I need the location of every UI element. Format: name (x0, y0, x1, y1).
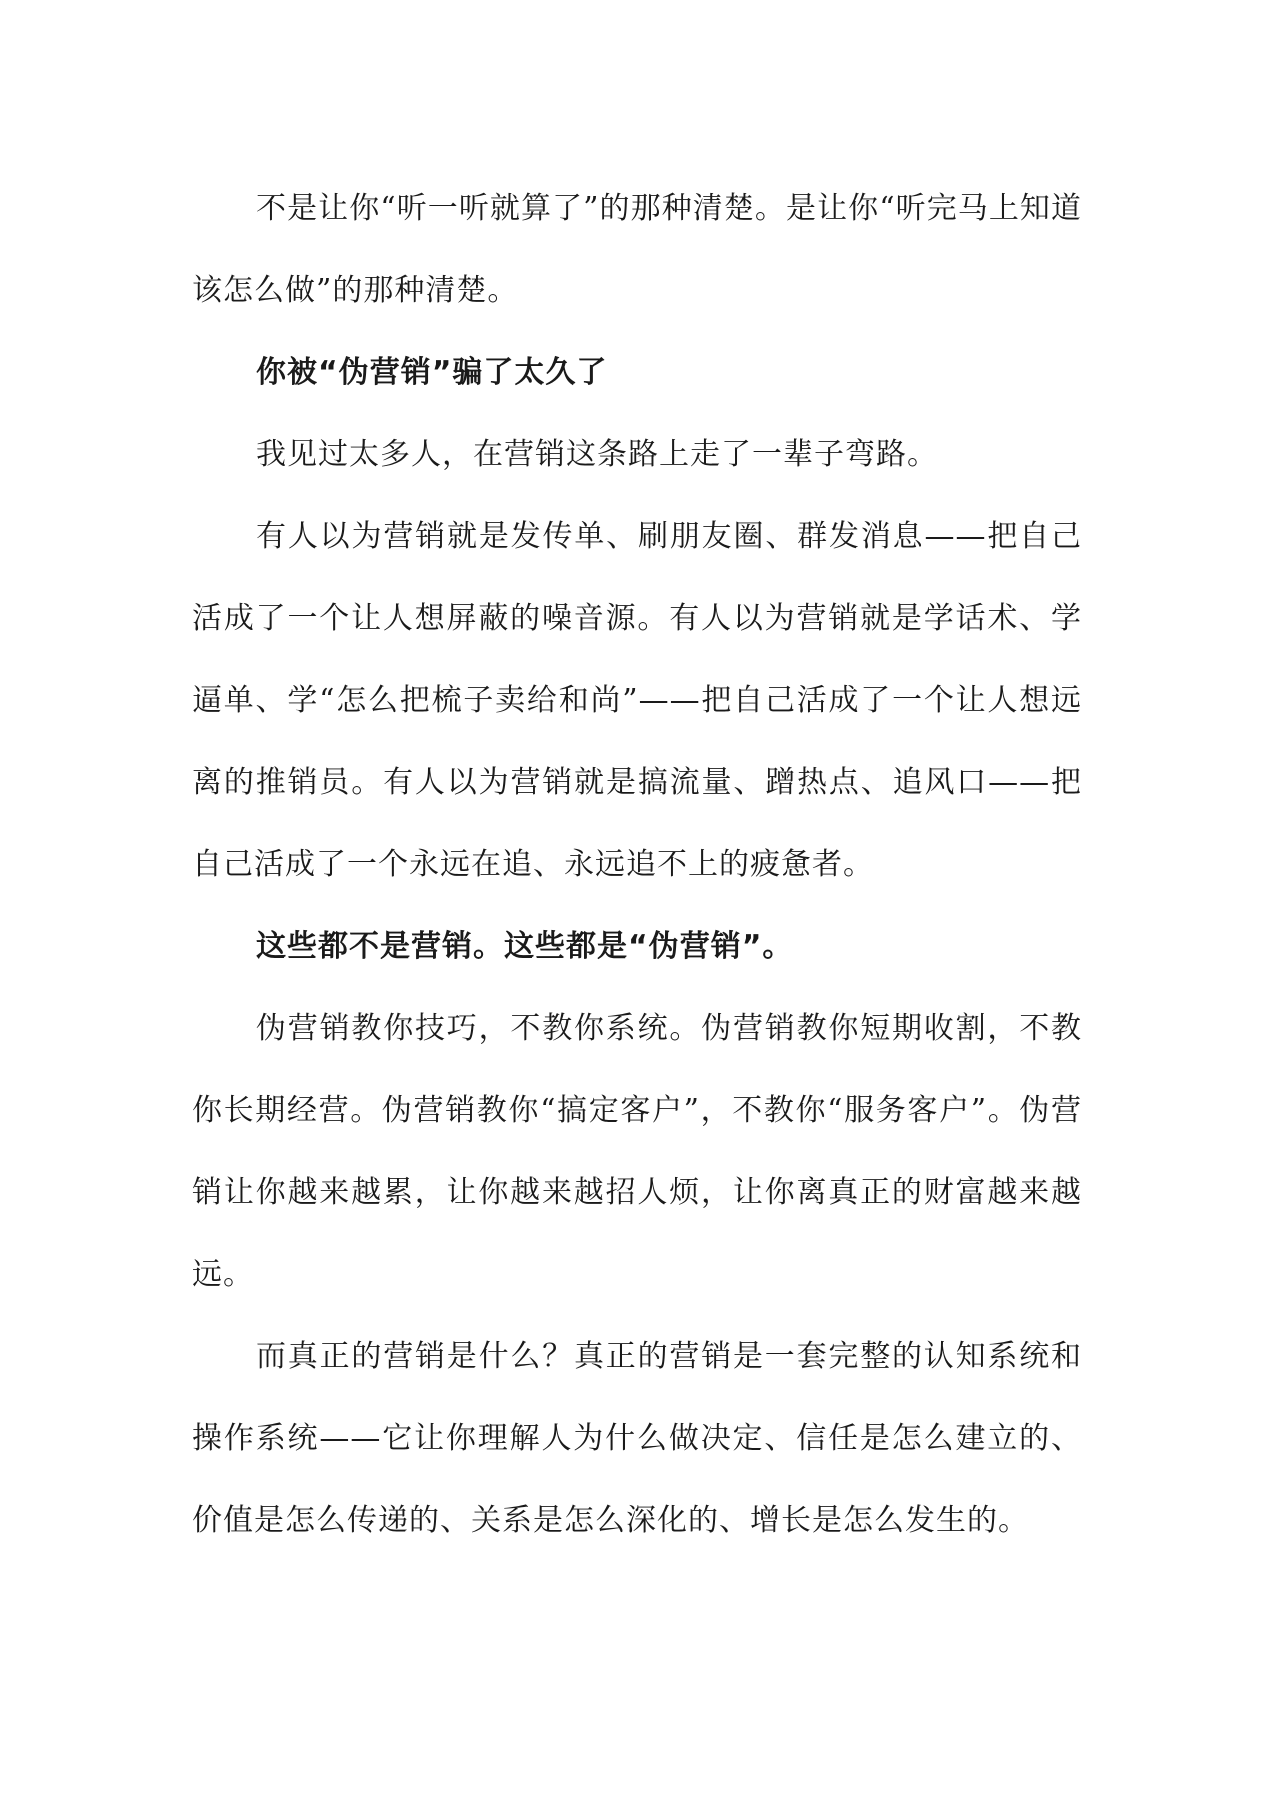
bold-statement: 这些都不是营销。这些都是“伪营销”。 (256, 929, 794, 964)
paragraph-5: 而真正的营销是什么？真正的营销是一套完整的认知系统和操作系统——它让你理解人为什么做决定、信任是怎么建立的、价值是怎么传递的、关系是怎么深化的、增长是怎么发生的。 (192, 1339, 1082, 1538)
paragraph-1: 不是让你“听一听就算了”的那种清楚。是让你“听完马上知道该怎么做”的那种清楚。 (192, 191, 1082, 308)
paragraph-3: 有人以为营销就是发传单、刷朋友圈、群发消息——把自己活成了一个让人想屏蔽的噪音源。有人以为营销就是学话术、学逼单、学“怎么把梳子卖给和尚”——把自己活成了一个让人想远离的推销员。有人以为营销就是搞流量、蹭热点、追风口——把自己活成了一个永远在追、永远追不上的疲惫者。 (192, 519, 1082, 882)
document-body (192, 168, 1082, 1562)
section-heading-pseudo-marketing: 你被“伪营销”骗了太久了 (256, 355, 608, 390)
paragraph-4: 伪营销教你技巧，不教你系统。伪营销教你短期收割，不教你长期经营。伪营销教你“搞定客户”，不教你“服务客户”。伪营销让你越来越累，让你越来越招人烦，让你离真正的财富越来越远。 (192, 1011, 1082, 1292)
paragraph-2: 我见过太多人，在营销这条路上走了一辈子弯路。 (256, 437, 938, 472)
